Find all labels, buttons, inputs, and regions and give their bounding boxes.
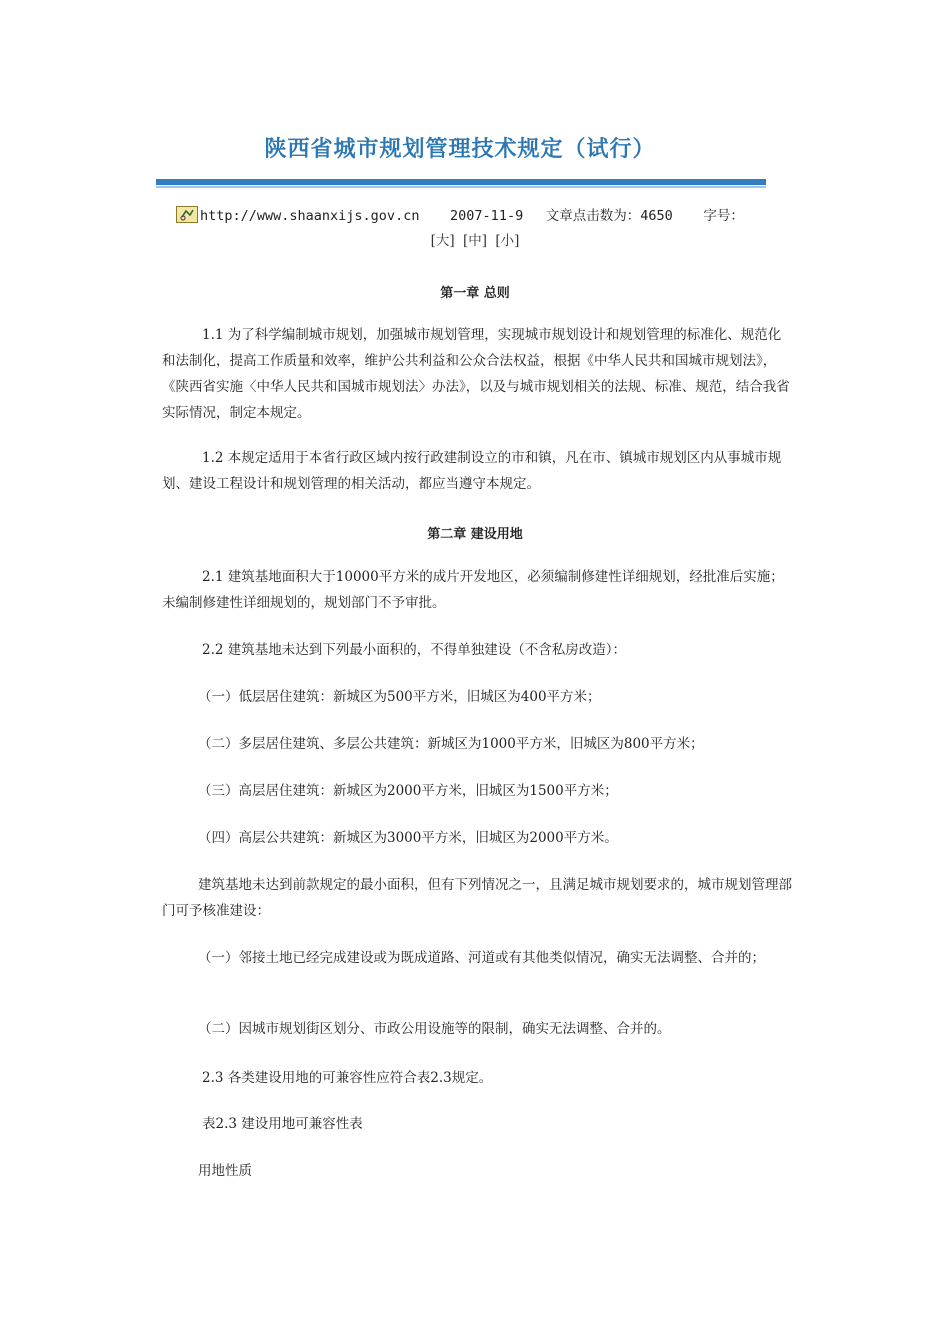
link-icon[interactable] [176,206,198,223]
list-item: （四）高层公共建筑：新城区为3000平方米，旧城区为2000平方米。 [198,830,618,846]
exception-item: （二）因城市规划街区划分、市政公用设施等的限制，确实无法调整、合并的。 [198,1021,671,1037]
font-size-label: 字号： [703,208,744,224]
clause-2-1: 2.1 建筑基地面积大于10000平方米的成片开发地区，必须编制修建性详细规划，经批准后实施；未编制修建性详细规划的，规划部门不予审批。 [162,569,784,611]
exception-paragraph: 建筑基地未达到前款规定的最小面积，但有下列情况之一，且满足城市规划要求的，城市规划管理部门可予核准建设： [162,877,792,919]
table-column-header: 用地性质 [198,1163,252,1179]
hits-count: 4650 [640,208,673,224]
chapter-heading-2: 第二章 建设用地 [427,527,523,542]
exception-item: （一）邻接土地已经完成建设或为既成道路、河道或有其他类似情况，确实无法调整、合并的； [198,950,765,966]
list-item: （一）低层居住建筑：新城区为500平方米，旧城区为400平方米； [198,689,601,705]
list-item: （二）多层居住建筑、多层公共建筑：新城区为1000平方米，旧城区为800平方米； [198,736,704,752]
font-size-medium-link[interactable]: [中] [462,233,488,249]
chapter-heading-1: 第一章 总则 [440,286,510,301]
clause-2-3: 2.3 各类建设用地的可兼容性应符合表2.3规定。 [202,1070,493,1086]
page-title: 陕西省城市规划管理技术规定（试行） [264,137,656,162]
font-size-small-link[interactable]: [小] [495,233,520,249]
article-meta [176,204,776,224]
source-url[interactable]: http://www.shaanxijs.gov.cn [200,208,420,224]
title-rule-light [156,186,766,188]
clause-2-2: 2.2 建筑基地未达到下列最小面积的，不得单独建设（不含私房改造）： [202,642,627,658]
table-caption: 表2.3 建设用地可兼容性表 [202,1116,363,1132]
clause-1-1: 1.1 为了科学编制城市规划，加强城市规划管理，实现城市规划设计和规划管理的标准化、规范化和法制化，提高工作质量和效率，维护公共利益和公众合法权益，根据《中华人民共和国城市规划法》，《陕西省实施〈中华人民共和国城市规划法〉办法》，以及与城市规划相关的法规、标准、规范，结合我省实际情况，制定本规定。 [162,327,790,421]
title-rule [156,179,766,185]
hits-label: 文章点击数为： [545,208,641,224]
font-size-large-link[interactable]: [大] [430,233,455,249]
list-item: （三）高层居住建筑：新城区为2000平方米，旧城区为1500平方米； [198,783,618,799]
publish-date: 2007-11-9 [450,208,524,224]
font-size-controls [0,229,950,249]
clause-1-2: 1.2 本规定适用于本省行政区域内按行政建制设立的市和镇，凡在市、镇城市规划区内从事城市规划、建设工程设计和规划管理的相关活动，都应当遵守本规定。 [162,450,782,492]
